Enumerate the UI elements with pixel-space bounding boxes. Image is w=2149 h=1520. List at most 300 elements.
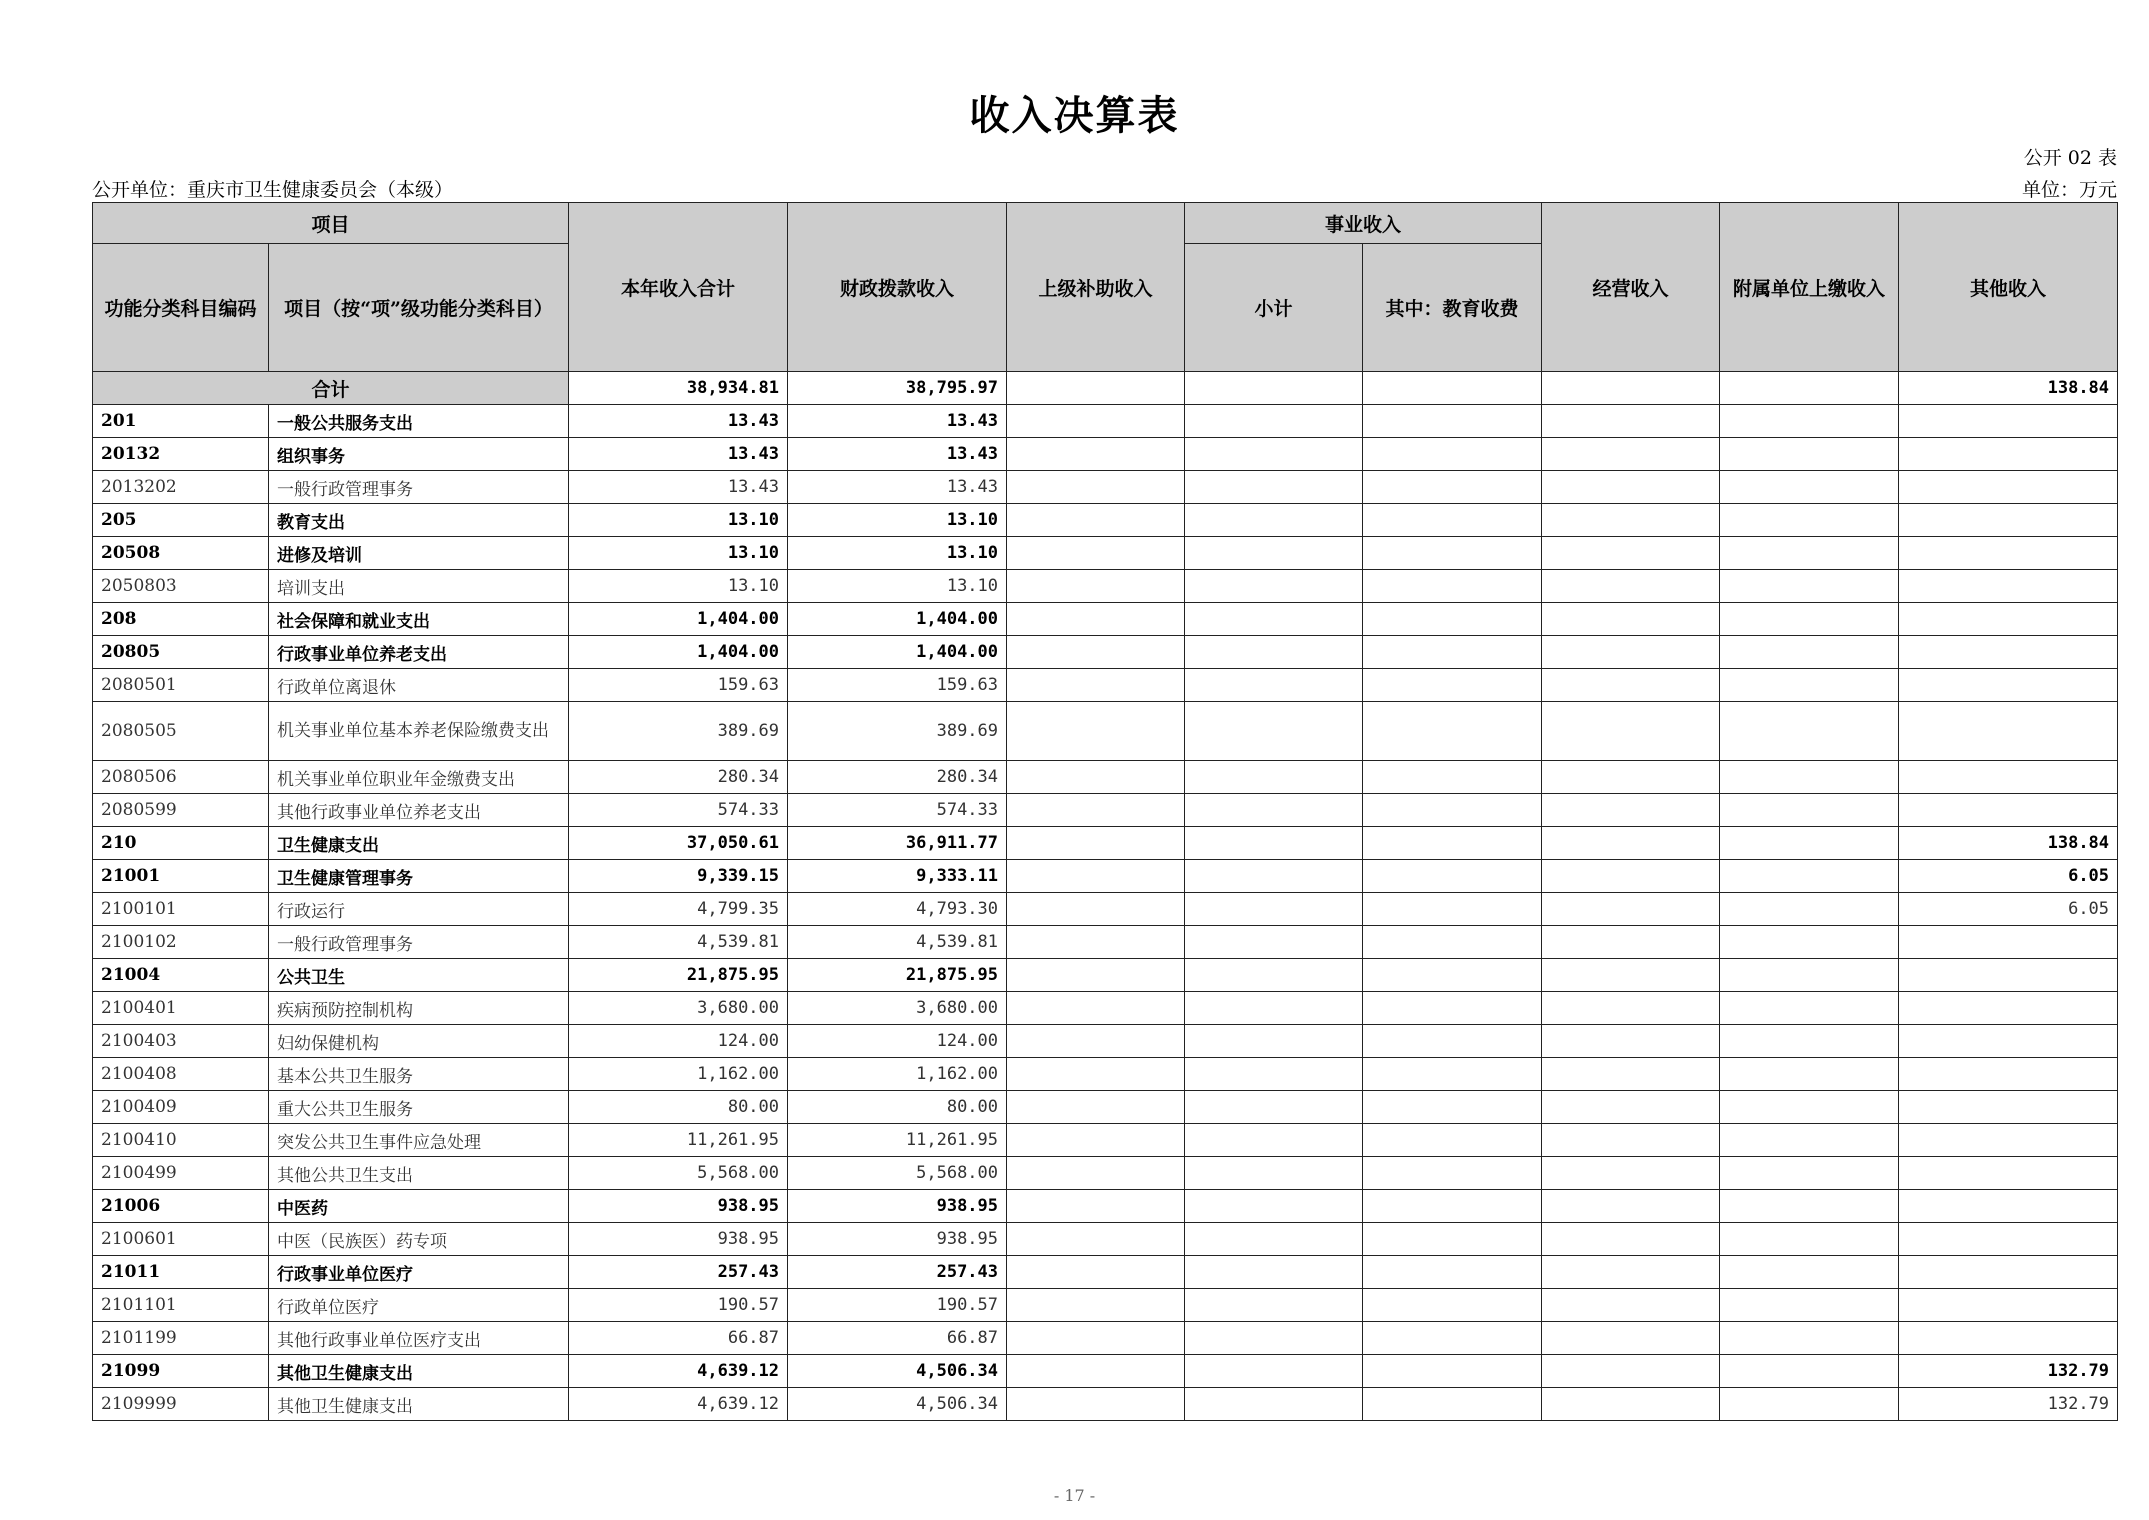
row-superior bbox=[1007, 537, 1185, 570]
row-subtotal bbox=[1185, 1091, 1363, 1124]
row-operating bbox=[1542, 1025, 1720, 1058]
row-fiscal: 1,404.00 bbox=[788, 603, 1007, 636]
row-education bbox=[1363, 438, 1542, 471]
row-fiscal: 13.10 bbox=[788, 504, 1007, 537]
row-code: 2100403 bbox=[93, 1025, 269, 1058]
row-subtotal bbox=[1185, 570, 1363, 603]
row-code: 2080599 bbox=[93, 794, 269, 827]
row-superior bbox=[1007, 504, 1185, 537]
row-subtotal bbox=[1185, 794, 1363, 827]
row-affiliated bbox=[1720, 438, 1899, 471]
row-total: 3,680.00 bbox=[569, 992, 788, 1025]
row-education bbox=[1363, 1190, 1542, 1223]
row-subtotal bbox=[1185, 761, 1363, 794]
row-fiscal: 21,875.95 bbox=[788, 959, 1007, 992]
row-code: 2101199 bbox=[93, 1322, 269, 1355]
row-affiliated bbox=[1720, 636, 1899, 669]
row-name: 行政运行 bbox=[269, 893, 569, 926]
row-other bbox=[1899, 504, 2118, 537]
row-fiscal: 36,911.77 bbox=[788, 827, 1007, 860]
row-name: 一般行政管理事务 bbox=[269, 471, 569, 504]
row-education bbox=[1363, 761, 1542, 794]
row-subtotal bbox=[1185, 1289, 1363, 1322]
row-affiliated bbox=[1720, 570, 1899, 603]
total-other: 138.84 bbox=[1899, 372, 2118, 405]
row-subtotal bbox=[1185, 893, 1363, 926]
row-subtotal bbox=[1185, 1025, 1363, 1058]
row-name: 卫生健康支出 bbox=[269, 827, 569, 860]
table-row bbox=[93, 471, 2118, 504]
row-total: 4,799.35 bbox=[569, 893, 788, 926]
table-row bbox=[93, 603, 2118, 636]
row-education bbox=[1363, 1091, 1542, 1124]
row-fiscal: 389.69 bbox=[788, 702, 1007, 761]
row-affiliated bbox=[1720, 992, 1899, 1025]
header-education: 其中：教育收费 bbox=[1363, 244, 1542, 372]
row-affiliated bbox=[1720, 959, 1899, 992]
row-name: 疾病预防控制机构 bbox=[269, 992, 569, 1025]
row-superior bbox=[1007, 1388, 1185, 1421]
table-row bbox=[93, 1091, 2118, 1124]
row-education bbox=[1363, 471, 1542, 504]
row-superior bbox=[1007, 1058, 1185, 1091]
row-fiscal: 5,568.00 bbox=[788, 1157, 1007, 1190]
row-fiscal: 13.43 bbox=[788, 405, 1007, 438]
row-fiscal: 4,793.30 bbox=[788, 893, 1007, 926]
row-total: 1,162.00 bbox=[569, 1058, 788, 1091]
row-affiliated bbox=[1720, 827, 1899, 860]
row-affiliated bbox=[1720, 1157, 1899, 1190]
row-other bbox=[1899, 702, 2118, 761]
row-fiscal: 3,680.00 bbox=[788, 992, 1007, 1025]
table-row bbox=[93, 1025, 2118, 1058]
row-affiliated bbox=[1720, 405, 1899, 438]
row-subtotal bbox=[1185, 992, 1363, 1025]
table-row bbox=[93, 669, 2118, 702]
total-education bbox=[1363, 372, 1542, 405]
row-other bbox=[1899, 1157, 2118, 1190]
row-total: 574.33 bbox=[569, 794, 788, 827]
row-operating bbox=[1542, 405, 1720, 438]
row-fiscal: 13.10 bbox=[788, 570, 1007, 603]
table-row bbox=[93, 893, 2118, 926]
row-code: 21004 bbox=[93, 959, 269, 992]
row-code: 2100401 bbox=[93, 992, 269, 1025]
row-operating bbox=[1542, 1223, 1720, 1256]
row-affiliated bbox=[1720, 1355, 1899, 1388]
header-total: 本年收入合计 bbox=[569, 203, 788, 372]
row-total: 257.43 bbox=[569, 1256, 788, 1289]
table-row bbox=[93, 1124, 2118, 1157]
row-education bbox=[1363, 1223, 1542, 1256]
row-other bbox=[1899, 603, 2118, 636]
row-affiliated bbox=[1720, 471, 1899, 504]
row-name: 中医（民族医）药专项 bbox=[269, 1223, 569, 1256]
row-total: 1,404.00 bbox=[569, 603, 788, 636]
row-superior bbox=[1007, 1355, 1185, 1388]
table-row bbox=[93, 926, 2118, 959]
row-code: 210 bbox=[93, 827, 269, 860]
row-affiliated bbox=[1720, 761, 1899, 794]
row-fiscal: 574.33 bbox=[788, 794, 1007, 827]
header-code: 功能分类科目编码 bbox=[93, 244, 269, 372]
row-name: 基本公共卫生服务 bbox=[269, 1058, 569, 1091]
row-affiliated bbox=[1720, 504, 1899, 537]
row-superior bbox=[1007, 438, 1185, 471]
row-other bbox=[1899, 1025, 2118, 1058]
row-superior bbox=[1007, 827, 1185, 860]
row-total: 11,261.95 bbox=[569, 1124, 788, 1157]
row-other: 6.05 bbox=[1899, 860, 2118, 893]
row-other bbox=[1899, 794, 2118, 827]
total-fiscal: 38,795.97 bbox=[788, 372, 1007, 405]
row-operating bbox=[1542, 926, 1720, 959]
row-total: 4,539.81 bbox=[569, 926, 788, 959]
row-code: 2100409 bbox=[93, 1091, 269, 1124]
row-fiscal: 4,506.34 bbox=[788, 1388, 1007, 1421]
row-education bbox=[1363, 1058, 1542, 1091]
table-body bbox=[93, 372, 2118, 1421]
row-name: 社会保障和就业支出 bbox=[269, 603, 569, 636]
table-row bbox=[93, 959, 2118, 992]
row-other bbox=[1899, 537, 2118, 570]
row-name: 其他行政事业单位养老支出 bbox=[269, 794, 569, 827]
row-code: 2100601 bbox=[93, 1223, 269, 1256]
row-superior bbox=[1007, 603, 1185, 636]
row-other bbox=[1899, 761, 2118, 794]
row-total: 80.00 bbox=[569, 1091, 788, 1124]
row-total: 938.95 bbox=[569, 1190, 788, 1223]
row-affiliated bbox=[1720, 669, 1899, 702]
row-subtotal bbox=[1185, 504, 1363, 537]
row-name: 进修及培训 bbox=[269, 537, 569, 570]
row-code: 208 bbox=[93, 603, 269, 636]
row-total: 4,639.12 bbox=[569, 1388, 788, 1421]
row-superior bbox=[1007, 1157, 1185, 1190]
row-superior bbox=[1007, 405, 1185, 438]
row-code: 2100499 bbox=[93, 1157, 269, 1190]
row-code: 2100101 bbox=[93, 893, 269, 926]
row-name: 一般行政管理事务 bbox=[269, 926, 569, 959]
row-name: 其他行政事业单位医疗支出 bbox=[269, 1322, 569, 1355]
row-subtotal bbox=[1185, 471, 1363, 504]
row-education bbox=[1363, 959, 1542, 992]
row-operating bbox=[1542, 603, 1720, 636]
row-affiliated bbox=[1720, 1322, 1899, 1355]
row-operating bbox=[1542, 1355, 1720, 1388]
row-fiscal: 124.00 bbox=[788, 1025, 1007, 1058]
row-other bbox=[1899, 669, 2118, 702]
row-other bbox=[1899, 405, 2118, 438]
row-name: 教育支出 bbox=[269, 504, 569, 537]
row-affiliated bbox=[1720, 1091, 1899, 1124]
row-affiliated bbox=[1720, 1256, 1899, 1289]
row-name: 机关事业单位职业年金缴费支出 bbox=[269, 761, 569, 794]
page-title: 收入决算表 bbox=[969, 92, 1180, 139]
header-subtotal: 小计 bbox=[1185, 244, 1363, 372]
row-total: 5,568.00 bbox=[569, 1157, 788, 1190]
row-operating bbox=[1542, 702, 1720, 761]
row-fiscal: 1,162.00 bbox=[788, 1058, 1007, 1091]
row-code: 2080505 bbox=[93, 702, 269, 761]
row-operating bbox=[1542, 438, 1720, 471]
row-name: 行政事业单位养老支出 bbox=[269, 636, 569, 669]
row-superior bbox=[1007, 471, 1185, 504]
row-total: 280.34 bbox=[569, 761, 788, 794]
row-subtotal bbox=[1185, 1157, 1363, 1190]
row-other bbox=[1899, 1289, 2118, 1322]
row-superior bbox=[1007, 702, 1185, 761]
row-name: 突发公共卫生事件应急处理 bbox=[269, 1124, 569, 1157]
row-education bbox=[1363, 504, 1542, 537]
row-total: 389.69 bbox=[569, 702, 788, 761]
row-operating bbox=[1542, 794, 1720, 827]
header-item: 项目 bbox=[93, 203, 569, 244]
row-subtotal bbox=[1185, 1058, 1363, 1091]
row-operating bbox=[1542, 1091, 1720, 1124]
row-affiliated bbox=[1720, 1190, 1899, 1223]
row-other bbox=[1899, 1256, 2118, 1289]
table-row bbox=[93, 1223, 2118, 1256]
row-education bbox=[1363, 860, 1542, 893]
row-total: 13.10 bbox=[569, 570, 788, 603]
row-total: 13.10 bbox=[569, 537, 788, 570]
row-subtotal bbox=[1185, 959, 1363, 992]
form-number: 公开 02 表 bbox=[2023, 147, 2117, 169]
table-row bbox=[93, 992, 2118, 1025]
row-subtotal bbox=[1185, 1388, 1363, 1421]
row-subtotal bbox=[1185, 1256, 1363, 1289]
row-subtotal bbox=[1185, 1124, 1363, 1157]
row-education bbox=[1363, 1025, 1542, 1058]
row-name: 妇幼保健机构 bbox=[269, 1025, 569, 1058]
row-operating bbox=[1542, 1190, 1720, 1223]
row-other bbox=[1899, 1124, 2118, 1157]
row-affiliated bbox=[1720, 1025, 1899, 1058]
row-education bbox=[1363, 827, 1542, 860]
table-row bbox=[93, 1289, 2118, 1322]
row-affiliated bbox=[1720, 537, 1899, 570]
page-number: - 17 - bbox=[1053, 1486, 1096, 1505]
row-education bbox=[1363, 1124, 1542, 1157]
row-operating bbox=[1542, 1388, 1720, 1421]
row-education bbox=[1363, 636, 1542, 669]
table-row bbox=[93, 1355, 2118, 1388]
table-row bbox=[93, 1190, 2118, 1223]
row-superior bbox=[1007, 794, 1185, 827]
row-affiliated bbox=[1720, 893, 1899, 926]
total-affiliated bbox=[1720, 372, 1899, 405]
row-other bbox=[1899, 471, 2118, 504]
row-affiliated bbox=[1720, 794, 1899, 827]
table-row bbox=[93, 570, 2118, 603]
row-fiscal: 190.57 bbox=[788, 1289, 1007, 1322]
row-affiliated bbox=[1720, 1388, 1899, 1421]
row-education bbox=[1363, 1256, 1542, 1289]
row-fiscal: 11,261.95 bbox=[788, 1124, 1007, 1157]
row-superior bbox=[1007, 636, 1185, 669]
row-education bbox=[1363, 1355, 1542, 1388]
row-code: 20805 bbox=[93, 636, 269, 669]
row-other bbox=[1899, 926, 2118, 959]
table-row bbox=[93, 405, 2118, 438]
row-other: 132.79 bbox=[1899, 1355, 2118, 1388]
table-row bbox=[93, 1388, 2118, 1421]
row-subtotal bbox=[1185, 1355, 1363, 1388]
row-other bbox=[1899, 636, 2118, 669]
row-name: 中医药 bbox=[269, 1190, 569, 1223]
row-operating bbox=[1542, 893, 1720, 926]
table-row bbox=[93, 761, 2118, 794]
row-operating bbox=[1542, 860, 1720, 893]
header-name: 项目（按“项”级功能分类科目） bbox=[269, 244, 569, 372]
row-code: 20508 bbox=[93, 537, 269, 570]
table-row bbox=[93, 702, 2118, 761]
row-subtotal bbox=[1185, 636, 1363, 669]
row-subtotal bbox=[1185, 1190, 1363, 1223]
row-name: 公共卫生 bbox=[269, 959, 569, 992]
header-other: 其他收入 bbox=[1899, 203, 2118, 372]
row-education bbox=[1363, 603, 1542, 636]
total-subtotal bbox=[1185, 372, 1363, 405]
table-row bbox=[93, 1256, 2118, 1289]
row-code: 21001 bbox=[93, 860, 269, 893]
row-fiscal: 66.87 bbox=[788, 1322, 1007, 1355]
table-row bbox=[93, 794, 2118, 827]
row-superior bbox=[1007, 669, 1185, 702]
row-total: 21,875.95 bbox=[569, 959, 788, 992]
row-total: 9,339.15 bbox=[569, 860, 788, 893]
row-fiscal: 13.43 bbox=[788, 471, 1007, 504]
table-row bbox=[93, 1157, 2118, 1190]
row-affiliated bbox=[1720, 702, 1899, 761]
currency-unit: 单位：万元 bbox=[2021, 179, 2117, 201]
header-operating: 经营收入 bbox=[1542, 203, 1720, 372]
row-superior bbox=[1007, 1190, 1185, 1223]
row-fiscal: 159.63 bbox=[788, 669, 1007, 702]
table-row bbox=[93, 636, 2118, 669]
row-total: 66.87 bbox=[569, 1322, 788, 1355]
row-code: 205 bbox=[93, 504, 269, 537]
row-other bbox=[1899, 959, 2118, 992]
row-subtotal bbox=[1185, 702, 1363, 761]
row-total: 190.57 bbox=[569, 1289, 788, 1322]
row-superior bbox=[1007, 1322, 1185, 1355]
table-row bbox=[93, 504, 2118, 537]
table-row bbox=[93, 438, 2118, 471]
row-education bbox=[1363, 1289, 1542, 1322]
row-subtotal bbox=[1185, 827, 1363, 860]
row-total: 159.63 bbox=[569, 669, 788, 702]
row-education bbox=[1363, 1322, 1542, 1355]
row-education bbox=[1363, 1388, 1542, 1421]
row-total: 1,404.00 bbox=[569, 636, 788, 669]
row-name: 其他卫生健康支出 bbox=[269, 1355, 569, 1388]
row-code: 20132 bbox=[93, 438, 269, 471]
row-name: 行政单位离退休 bbox=[269, 669, 569, 702]
row-other: 132.79 bbox=[1899, 1388, 2118, 1421]
row-other bbox=[1899, 570, 2118, 603]
row-superior bbox=[1007, 1223, 1185, 1256]
row-superior bbox=[1007, 893, 1185, 926]
row-superior bbox=[1007, 926, 1185, 959]
row-total: 13.10 bbox=[569, 504, 788, 537]
table-row bbox=[93, 537, 2118, 570]
row-education bbox=[1363, 537, 1542, 570]
row-operating bbox=[1542, 1256, 1720, 1289]
total-label: 合计 bbox=[93, 372, 569, 405]
row-education bbox=[1363, 992, 1542, 1025]
row-fiscal: 4,539.81 bbox=[788, 926, 1007, 959]
table-row bbox=[93, 1322, 2118, 1355]
header-fiscal: 财政拨款收入 bbox=[788, 203, 1007, 372]
row-code: 21006 bbox=[93, 1190, 269, 1223]
row-operating bbox=[1542, 959, 1720, 992]
row-name: 重大公共卫生服务 bbox=[269, 1091, 569, 1124]
total-sum: 38,934.81 bbox=[569, 372, 788, 405]
row-other bbox=[1899, 1223, 2118, 1256]
row-fiscal: 938.95 bbox=[788, 1223, 1007, 1256]
row-fiscal: 80.00 bbox=[788, 1091, 1007, 1124]
reporting-unit: 公开单位：重庆市卫生健康委员会（本级） bbox=[92, 179, 454, 201]
row-name: 机关事业单位基本养老保险缴费支出 bbox=[269, 702, 569, 761]
row-education bbox=[1363, 702, 1542, 761]
table-row bbox=[93, 827, 2118, 860]
row-education bbox=[1363, 669, 1542, 702]
row-affiliated bbox=[1720, 860, 1899, 893]
row-affiliated bbox=[1720, 603, 1899, 636]
row-other bbox=[1899, 992, 2118, 1025]
row-code: 2013202 bbox=[93, 471, 269, 504]
row-subtotal bbox=[1185, 1223, 1363, 1256]
row-education bbox=[1363, 1157, 1542, 1190]
row-superior bbox=[1007, 1289, 1185, 1322]
row-subtotal bbox=[1185, 1322, 1363, 1355]
row-subtotal bbox=[1185, 860, 1363, 893]
row-name: 其他卫生健康支出 bbox=[269, 1388, 569, 1421]
row-name: 培训支出 bbox=[269, 570, 569, 603]
row-name: 其他公共卫生支出 bbox=[269, 1157, 569, 1190]
row-code: 2050803 bbox=[93, 570, 269, 603]
row-fiscal: 1,404.00 bbox=[788, 636, 1007, 669]
row-operating bbox=[1542, 1322, 1720, 1355]
row-affiliated bbox=[1720, 1289, 1899, 1322]
row-fiscal: 4,506.34 bbox=[788, 1355, 1007, 1388]
table-row bbox=[93, 860, 2118, 893]
row-superior bbox=[1007, 1091, 1185, 1124]
row-superior bbox=[1007, 761, 1185, 794]
row-total: 13.43 bbox=[569, 438, 788, 471]
header-superior: 上级补助收入 bbox=[1007, 203, 1185, 372]
row-subtotal bbox=[1185, 537, 1363, 570]
row-affiliated bbox=[1720, 926, 1899, 959]
row-education bbox=[1363, 794, 1542, 827]
row-operating bbox=[1542, 636, 1720, 669]
row-operating bbox=[1542, 1058, 1720, 1091]
row-code: 201 bbox=[93, 405, 269, 438]
row-total: 4,639.12 bbox=[569, 1355, 788, 1388]
row-superior bbox=[1007, 860, 1185, 893]
row-code: 2109999 bbox=[93, 1388, 269, 1421]
header-business: 事业收入 bbox=[1185, 203, 1542, 244]
row-subtotal bbox=[1185, 438, 1363, 471]
row-superior bbox=[1007, 1256, 1185, 1289]
row-operating bbox=[1542, 1157, 1720, 1190]
row-operating bbox=[1542, 992, 1720, 1025]
row-subtotal bbox=[1185, 603, 1363, 636]
row-total: 938.95 bbox=[569, 1223, 788, 1256]
row-superior bbox=[1007, 992, 1185, 1025]
